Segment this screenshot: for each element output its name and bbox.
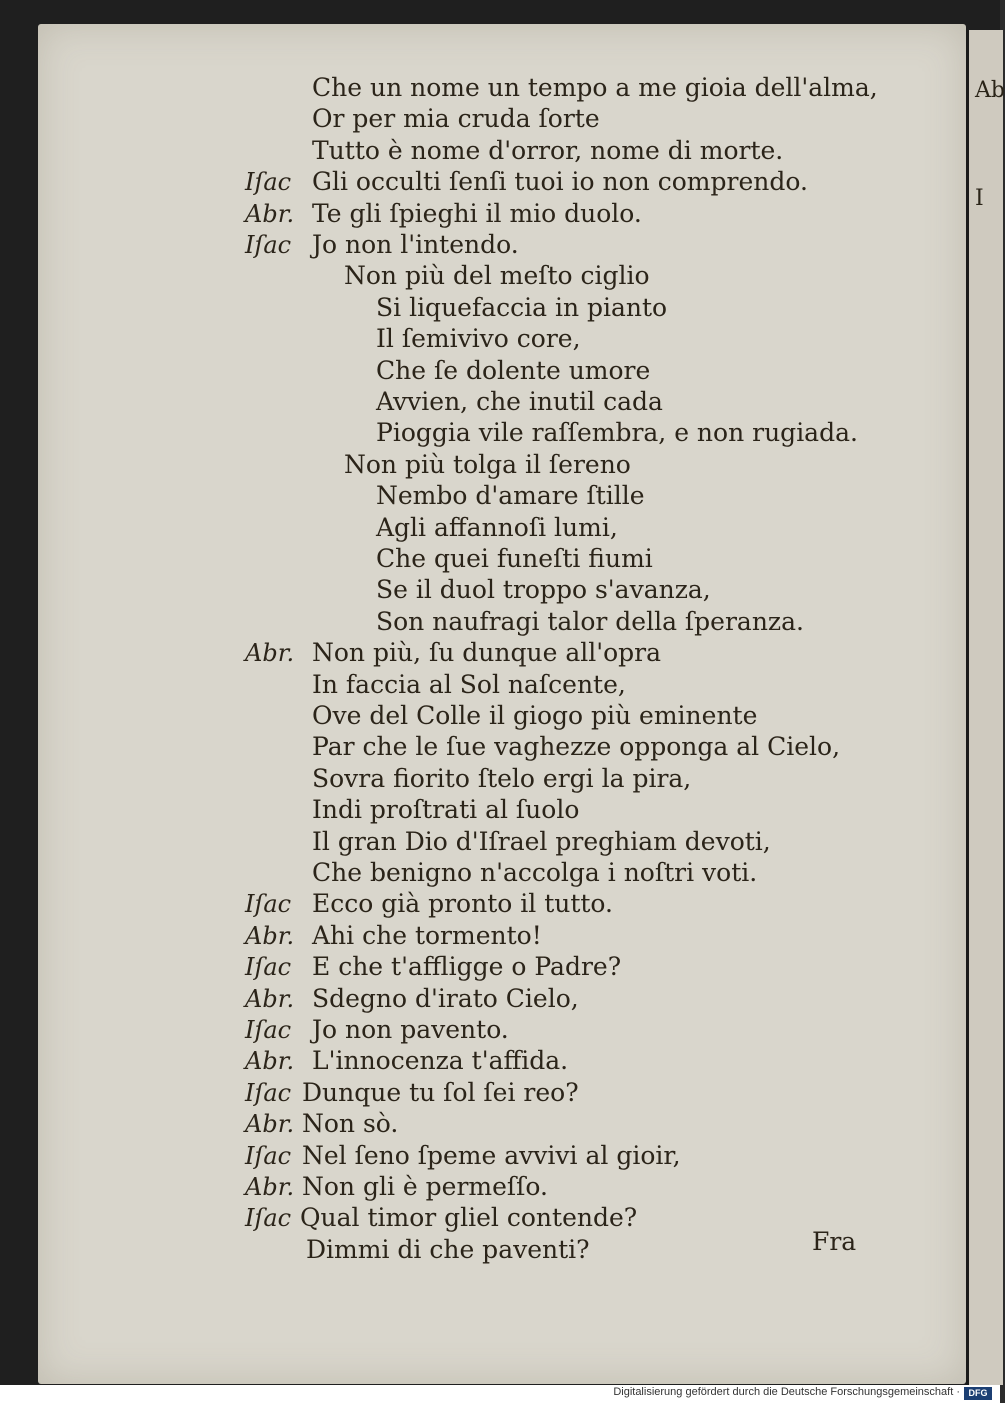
speaker-label: Iſac xyxy=(245,168,292,197)
verse-text: Si liquefaccia in pianto xyxy=(376,292,668,322)
dfg-logo: DFG xyxy=(964,1387,992,1400)
verse-text: Il ſemivivo core, xyxy=(376,324,581,354)
verse-text: Dimmi di che paventi? xyxy=(306,1234,590,1264)
verse-text: Non più del meſto ciglio xyxy=(344,261,650,291)
verse-text: Or per mia cruda ſorte xyxy=(312,104,600,134)
verse-text: Non sò. xyxy=(302,1109,399,1139)
verse-text: Non gli è permeſſo. xyxy=(302,1172,548,1201)
verse-text: E che t'affligge o Padre? xyxy=(312,952,622,982)
catchword: Fra xyxy=(812,1227,857,1256)
verse-text: In faccia al Sol naſcente, xyxy=(312,669,626,699)
verse-text: Ecco già pronto il tutto. xyxy=(312,889,613,919)
verse-text: Qual timor gliel contende? xyxy=(300,1203,638,1233)
verse-text: Son naufragi talor della ſperanza. xyxy=(376,606,804,636)
speaker-label: Abr. xyxy=(245,199,295,228)
speaker-label: Abr. xyxy=(245,1047,295,1076)
verse-text: Avvien, che inutil cada xyxy=(376,387,663,416)
verse-text: Tutto è nome d'orror, nome di morte. xyxy=(312,135,784,165)
verse-text: Sovra fiorito ſtelo ergi la pira, xyxy=(312,763,692,793)
next-page-edge xyxy=(966,30,1003,1385)
speaker-label: Abr. xyxy=(245,984,295,1013)
verse-text: Nel ſeno ſpeme avvivi al gioir, xyxy=(302,1140,681,1170)
verse-text: Ahi che tormento! xyxy=(312,920,542,950)
verse-text: Pioggia vile raſſembra, e non rugiada. xyxy=(376,418,858,448)
verse-text: Che benigno n'accolga i noſtri voti. xyxy=(312,858,758,887)
speaker-label: Abr. xyxy=(245,1110,295,1139)
verse-text: Dunque tu ſol ſei reo? xyxy=(302,1077,579,1107)
verse-text: Non più, ſu dunque all'opra xyxy=(312,638,661,668)
verse-text: Agli affannoſi lumi, xyxy=(376,512,618,542)
verse-text: Jo non l'intendo. xyxy=(312,230,519,259)
footer-bar xyxy=(0,1385,1000,1403)
verse-text: Che un nome un tempo a me gioia dell'alma, xyxy=(312,73,878,102)
verse-text: Par che le ſue vaghezze opponga al Cielo, xyxy=(312,732,841,762)
verse-text: Nembo d'amare ſtille xyxy=(376,481,645,511)
speaker-label: Abr. xyxy=(245,921,295,950)
verse-text: Indi proſtrati al ſuolo xyxy=(312,795,580,825)
speaker-label: Iſac xyxy=(245,1078,292,1107)
speaker-label: Iſac xyxy=(245,1204,292,1233)
speaker-label: Iſac xyxy=(245,890,292,919)
verse-text: Il gran Dio d'Iſrael preghiam devoti, xyxy=(312,826,771,856)
speaker-label: Iſac xyxy=(245,1141,292,1170)
verse-text: Ove del Colle il giogo più eminente xyxy=(312,701,758,730)
verse-text: Non più tolga il ſereno xyxy=(344,449,631,479)
verse-text: Che ſe dolente umore xyxy=(376,355,651,385)
speaker-label: Iſac xyxy=(245,953,292,982)
verse-text: L'innocenza t'affida. xyxy=(312,1046,569,1076)
verse-text: Se il duol troppo s'avanza, xyxy=(376,575,711,605)
funding-note: Digitalisierung gefördert durch die Deutsche Forschungsgemeinschaft · xyxy=(613,1386,960,1398)
verse-text: Jo non pavento. xyxy=(312,1015,509,1044)
verse-text: Sdegno d'irato Cielo, xyxy=(312,983,579,1013)
verse-text: Te gli ſpieghi il mio duolo. xyxy=(312,198,642,228)
verse-text: Che quei funeſti fiumi xyxy=(376,544,653,573)
speaker-label: Iſac xyxy=(245,1016,292,1044)
speaker-label: Abr. xyxy=(245,639,295,668)
speaker-label: Iſac xyxy=(245,231,292,259)
speaker-label: Abr. xyxy=(245,1173,295,1201)
next-page-fragment: I xyxy=(975,186,984,211)
verse-text: Gli occulti ſenſi tuoi io non comprendo. xyxy=(312,167,808,197)
next-page-fragment: Ab xyxy=(975,78,1005,103)
